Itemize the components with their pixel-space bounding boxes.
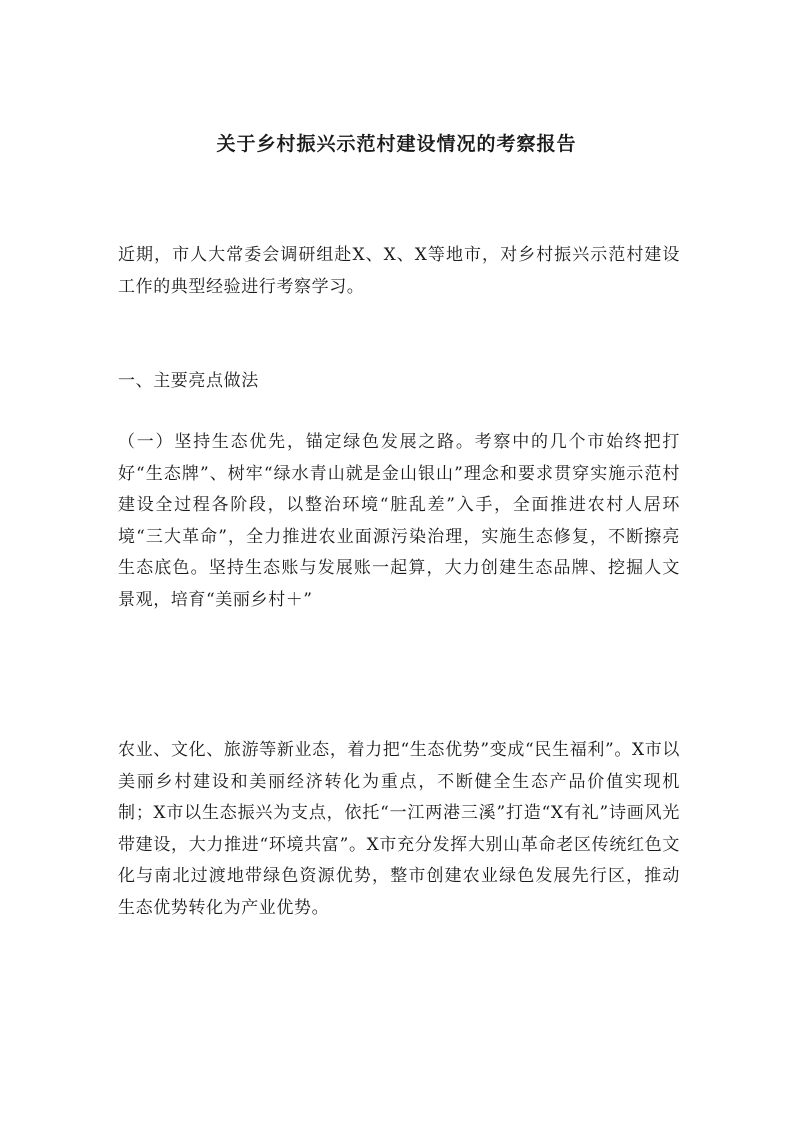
- section-heading: 一、主要亮点做法: [118, 371, 259, 391]
- continuation-paragraph: 农业、文化、旅游等新业态，着力把“生态优势”变成“民生福利”。X市以美丽乡村建设和美丽经济转化为重点，不断健全生态产品价值实现机制；X市以生态振兴为支点，依托“一江两港三溪”打造“X有礼”诗画风光带建设，大力推进“环境共富”。X市充分发挥大别山革命老区传统红色文化与南北过渡地带绿色资源优势，整市创建农业绿色发展先行区，推动生态优势转化为产业优势。: [118, 740, 680, 918]
- intro-paragraph: 近期，市人大常委会调研组赴X、X、X等地市，对乡村振兴示范村建设工作的典型经验进行考察学习。: [118, 245, 680, 297]
- point-one-paragraph: （一）坚持生态优先，锚定绿色发展之路。考察中的几个市始终把打好“生态牌”、树牢“绿水青山就是金山银山”理念和要求贯穿实施示范村建设全过程各阶段，以整治环境“脏乱差”入手，全面推进农村人居环境“三大革命”，全力推进农业面源污染治理，实施生态修复，不断擦亮生态底色。坚持生态账与发展账一起算，大力创建生态品牌、挖掘人文景观，培育“美丽乡村＋”: [118, 432, 680, 610]
- document-title: 关于乡村振兴示范村建设情况的考察报告: [216, 133, 577, 155]
